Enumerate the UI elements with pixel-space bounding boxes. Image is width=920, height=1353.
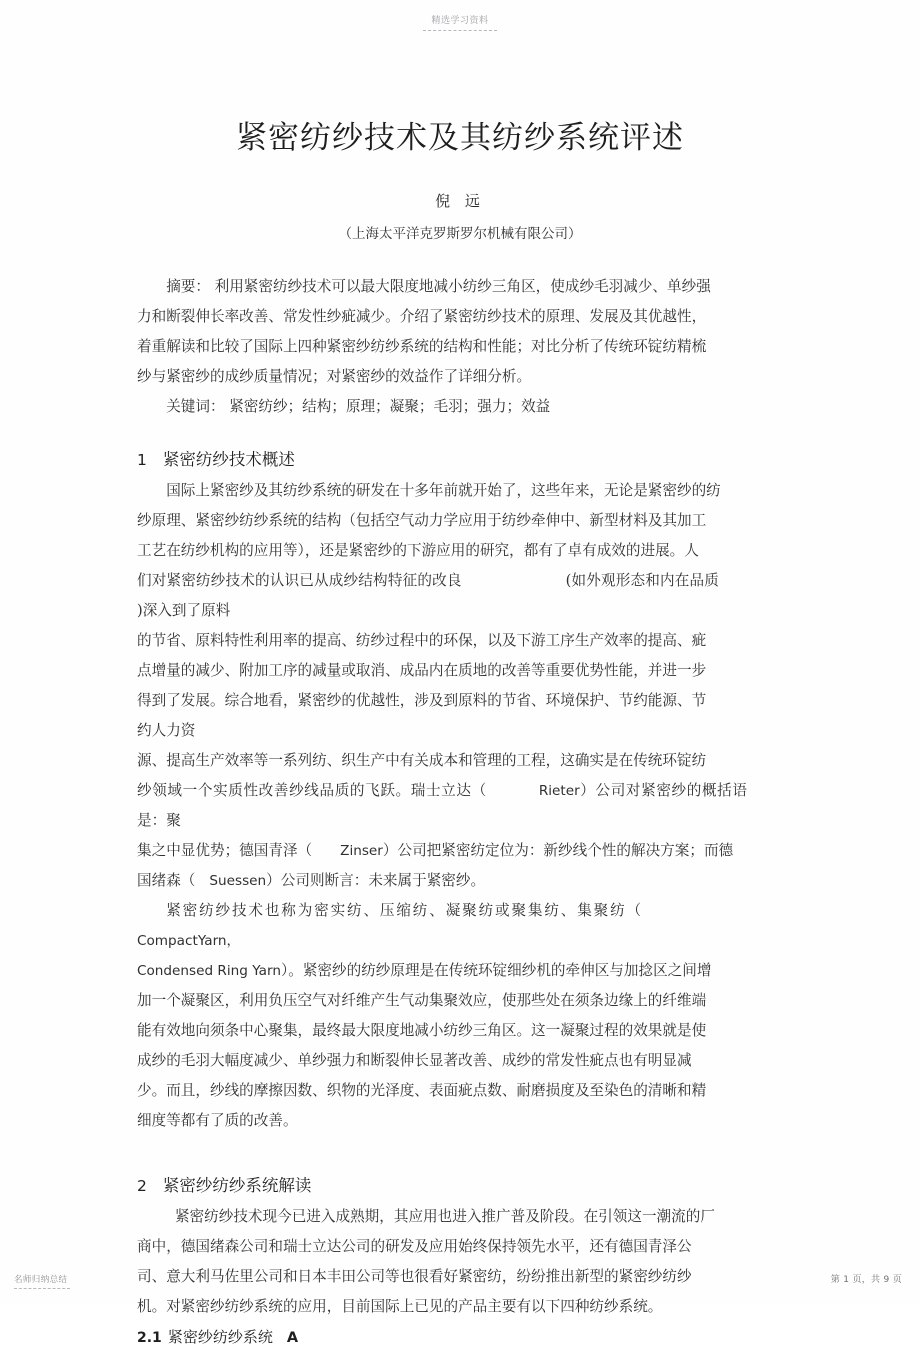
s1-p1-line-4 [137, 566, 747, 626]
s1-p1-line-10-c: ）公司对紧密纱的概括语是：聚 [137, 782, 747, 829]
section-2-1-title: 紧密纱纺纱系统 [167, 1328, 273, 1346]
s1-p1-line-4-a: 们对紧密纺纱技术的认识已从成纱结构特征的改良 [137, 572, 462, 589]
s1-p2-line-4: 能有效地向须条中心聚集，最终最大限度地减小纺纱三角区。这一凝聚过程的效果就是使 [137, 1022, 707, 1039]
s2-p1-line-1: 紧密纺纱技术现今已进入成熟期，其应用也进入推广普及阶段。在引领这一潮流的厂 [174, 1208, 715, 1225]
spacer [137, 422, 747, 444]
term-rieter: Rieter [538, 783, 580, 799]
s1-p1-line-4-b: (如外观形态和内在品质 [565, 572, 719, 589]
term-zinser: Zinser [340, 843, 383, 859]
page-number: 第 1 页，共 9 页 [830, 1275, 902, 1285]
s1-p1-line-11-a: 集之中显优势；德国青泽（ [137, 842, 313, 859]
header-watermark-text: 精选学习资料 [431, 16, 489, 26]
author-name: 倪 远 [435, 192, 485, 210]
s1-p1-line-11-c: ）公司把紧密纺定位为：新纱线个性的解决方案；而德 [382, 842, 734, 859]
footer-watermark-rule [14, 1288, 70, 1289]
spacer [137, 1136, 747, 1170]
page-title: 紧密纺纱技术及其纺纱系统评述 [236, 120, 684, 156]
author-affiliation: （上海太平洋克罗斯罗尔机械有限公司） [338, 226, 582, 242]
header-watermark-rule [423, 30, 497, 31]
keywords-line: 关键词： 紧密纺纱；结构；原理；凝聚；毛羽；强力；效益 [166, 398, 551, 415]
s1-p1-line-9: 源、提高生产效率等一系列纺、织生产中有关成本和管理的工程，这确实是在传统环锭纺 [137, 752, 707, 769]
term-suessen: Suessen [209, 873, 267, 889]
s1-p1-line-7: 得到了发展。综合地看，紧密纱的优越性，涉及到原料的节省、环境保护、节约能源、节 [137, 692, 707, 709]
abstract-line-2: 力和断裂伸长率改善、常发性纱疵减少。介绍了紧密纺纱技术的原理、发展及其优越性， [137, 308, 707, 325]
s1-p1-line-12-c: ）公司则断言：未来属于紧密纱。 [266, 872, 486, 889]
s1-p1-line-10 [137, 776, 747, 836]
s2-p1-line-2: 商中，德国绪森公司和瑞士立达公司的研发及应用始终保持领先水平，还有德国青泽公 [137, 1238, 692, 1255]
s1-p2-line-6: 少。而且，纱线的摩擦因数、织物的光泽度、表面疵点数、耐磨损度及至染色的清晰和精 [137, 1082, 707, 1099]
section-1-number: 1 [137, 451, 147, 469]
s1-p1-line-1: 国际上紧密纱及其纺纱系统的研发在十多年前就开始了，这些年来，无论是紧密纱的纺 [166, 482, 721, 499]
abstract-line-1: 摘要： 利用紧密纺纱技术可以最大限度地减小纺纱三角区，使成纱毛羽减少、单纱强 [166, 278, 711, 295]
s1-p1-line-5: 的节省、原料特性利用率的提高、纺纱过程中的环保，以及下游工序生产效率的提高、疵 [137, 632, 707, 649]
s1-p1-line-12-a: 国绪森（ [137, 872, 196, 889]
abstract-line-3: 着重解读和比较了国际上四种紧密纱纺纱系统的结构和性能；对比分析了传统环锭纺精梳 [137, 338, 707, 355]
s1-p1-line-8: 约人力资 [137, 722, 196, 739]
term-condensed-ring-yarn: Condensed Ring Yarn [137, 963, 281, 979]
s2-p1-line-4: 机。对紧密纱纺纱系统的应用，目前国际上已见的产品主要有以下四种纺纱系统。 [137, 1298, 663, 1315]
section-2-heading [137, 1170, 747, 1202]
section-2-1-number: 2.1 [137, 1330, 162, 1346]
s1-p1-line-12 [137, 866, 747, 896]
section-1-title: 紧密纺纱技术概述 [162, 450, 295, 469]
s2-p1-line-3: 司、意大利马佐里公司和日本丰田公司等也很看好紧密纺，纷纷推出新型的紧密纱纺纱 [137, 1268, 692, 1285]
header-watermark [0, 8, 920, 31]
s1-p1-line-3: 工艺在纺纱机构的应用等），还是紧密纱的下游应用的研究，都有了卓有成效的进展。人 [137, 542, 699, 559]
section-1-heading [137, 444, 747, 476]
s1-p1-line-6: 点增量的减少、附加工序的减量或取消、成品内在质地的改善等重要优势性能，并进一步 [137, 662, 707, 679]
section-2-number: 2 [137, 1177, 147, 1195]
s1-p2-line-1 [137, 896, 747, 956]
footer-watermark-text: 名师归纳总结 [14, 1274, 68, 1285]
s1-p1-line-10-a: 纱领域一个实质性改善纱线品质的飞跃。瑞士立达（ [137, 782, 487, 799]
s1-p2-line-5: 成纱的毛羽大幅度减少、单纱强力和断裂伸长显著改善、成纱的常发性疵点也有明显减 [137, 1052, 692, 1069]
body-column [137, 272, 747, 1353]
s1-p1-line-11 [137, 836, 747, 866]
s1-p2-line-7: 细度等都有了质的改善。 [137, 1112, 298, 1129]
s1-p1-line-2: 纱原理、紧密纱纺纱系统的结构（包括空气动力学应用于纺纱牵伸中、新型材料及其加工 [137, 512, 707, 529]
section-2-1-suffix: A [286, 1330, 299, 1346]
s1-p2-line-2 [137, 956, 747, 986]
abstract-line-4: 纱与紧密纱的成纱质量情况；对紧密纱的效益作了详细分析。 [137, 368, 532, 385]
s1-p1-line-4-c: )深入到了原料 [137, 602, 231, 619]
section-2-title: 紧密纱纺纱系统解读 [162, 1176, 312, 1195]
footer-watermark [14, 1276, 70, 1289]
s1-p2-line-3: 加一个凝聚区，利用负压空气对纤维产生气动集聚效应，使那些处在须条边缘上的纤维端 [137, 992, 707, 1009]
s1-p2-line-1-a: 紧密纺纱技术也称为密实纺、压缩纺、凝聚纺或聚集纺、集聚纺（ [166, 902, 643, 919]
term-compact-yarn: CompactYarn， [137, 933, 241, 949]
s1-p2-line-2-b: ）。紧密纱的纺纱原理是在传统环锭细纱机的牵伸区与加捻区之间增 [280, 962, 712, 979]
section-2-1-heading [137, 1322, 747, 1353]
